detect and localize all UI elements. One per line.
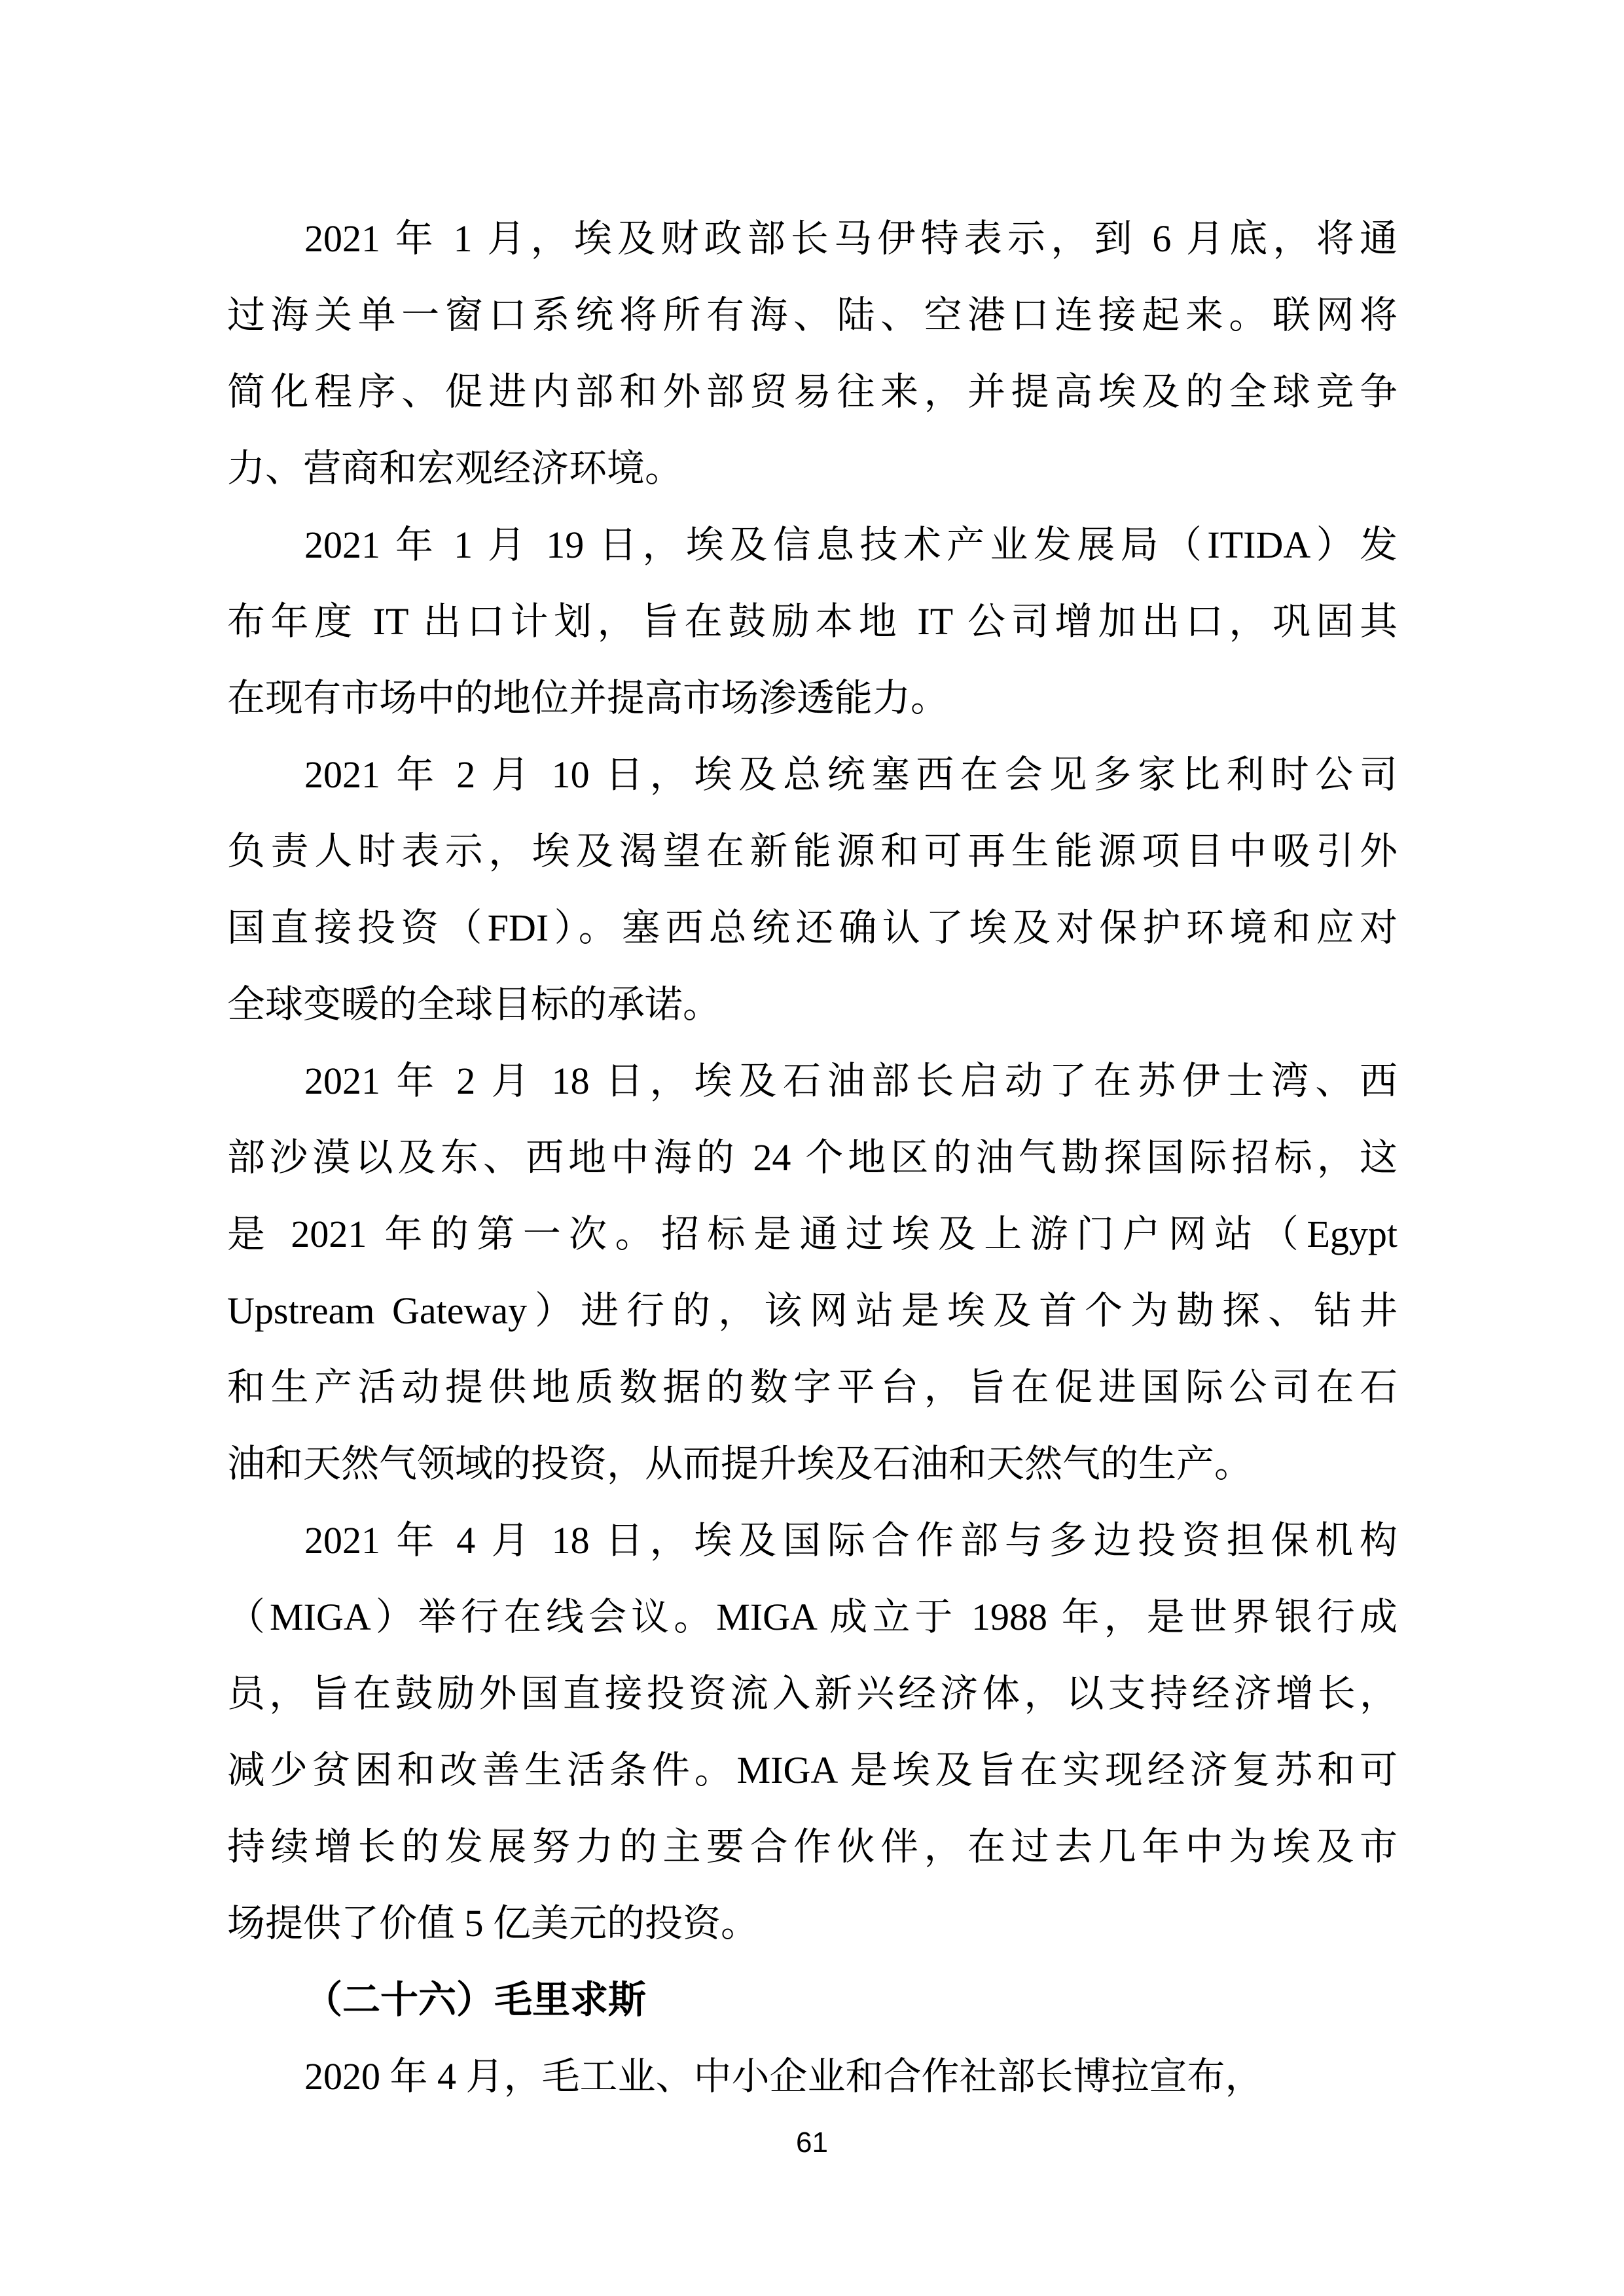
body-paragraph — [227, 1043, 1398, 1502]
body-paragraph — [227, 507, 1398, 736]
text-line: 部沙漠以及东、西地中海的 24 个地区的油气勘探国际招标，这 — [227, 1136, 1398, 1179]
text-line: 2020 年 4 月，毛工业、中小企业和合作社部长博拉宣布， — [304, 2055, 1263, 2098]
text-line: 2021 年 1 月，埃及财政部长马伊特表示，到 6 月底，将通 — [304, 217, 1398, 260]
document-body — [227, 200, 1398, 2115]
text-line: Upstream Gateway）进行的，该网站是埃及首个为勘探、钻井 — [227, 1289, 1398, 1332]
text-line: 过海关单一窗口系统将所有海、陆、空港口连接起来。联网将 — [227, 294, 1398, 336]
text-line: 简化程序、促进内部和外部贸易往来，并提高埃及的全球竞争 — [227, 370, 1398, 413]
text-line: 负责人时表示，埃及渴望在新能源和可再生能源项目中吸引外 — [227, 830, 1398, 872]
section-heading — [227, 1962, 1398, 2038]
text-line: 场提供了价值 5 亿美元的投资。 — [227, 1902, 759, 1945]
text-line: 是 2021 年的第一次。招标是通过埃及上游门户网站（Egypt — [227, 1213, 1398, 1255]
text-line: 2021 年 4 月 18 日，埃及国际合作部与多边投资担保机构 — [304, 1519, 1398, 1562]
text-line: 力、营商和宏观经济环境。 — [227, 447, 683, 490]
text-line: 在现有市场中的地位并提高市场渗透能力。 — [227, 677, 949, 719]
text-line: 国直接投资（FDI）。塞西总统还确认了埃及对保护环境和应对 — [227, 906, 1398, 949]
text-line: 2021 年 2 月 10 日，埃及总统塞西在会见多家比利时公司 — [304, 753, 1398, 796]
text-line: 持续增长的发展努力的主要合作伙伴，在过去几年中为埃及市 — [227, 1825, 1398, 1868]
text-line: 布年度 IT 出口计划，旨在鼓励本地 IT 公司增加出口，巩固其 — [227, 600, 1398, 643]
page-number: 61 — [796, 2126, 828, 2159]
text-line: 员，旨在鼓励外国直接投资流入新兴经济体，以支持经济增长， — [227, 1672, 1398, 1715]
body-paragraph — [227, 200, 1398, 507]
text-line: 油和天然气领域的投资，从而提升埃及石油和天然气的生产。 — [227, 1443, 1253, 1485]
body-paragraph — [227, 736, 1398, 1043]
page-footer — [0, 2126, 1624, 2160]
section-heading-text: （二十六）毛里求斯 — [304, 1979, 647, 2021]
text-line: 2021 年 2 月 18 日，埃及石油部长启动了在苏伊士湾、西 — [304, 1060, 1398, 1102]
text-line: 和生产活动提供地质数据的数字平台，旨在促进国际公司在石 — [227, 1366, 1398, 1408]
text-line: 全球变暖的全球目标的承诺。 — [227, 983, 721, 1026]
text-line: 2021 年 1 月 19 日，埃及信息技术产业发展局（ITIDA）发 — [304, 524, 1398, 566]
text-line: 减少贫困和改善生活条件。MIGA 是埃及旨在实现经济复苏和可 — [227, 1749, 1398, 1791]
text-line: （MIGA）举行在线会议。MIGA 成立于 1988 年，是世界银行成 — [227, 1596, 1398, 1638]
body-paragraph — [227, 1502, 1398, 1962]
body-paragraph — [227, 2038, 1398, 2115]
